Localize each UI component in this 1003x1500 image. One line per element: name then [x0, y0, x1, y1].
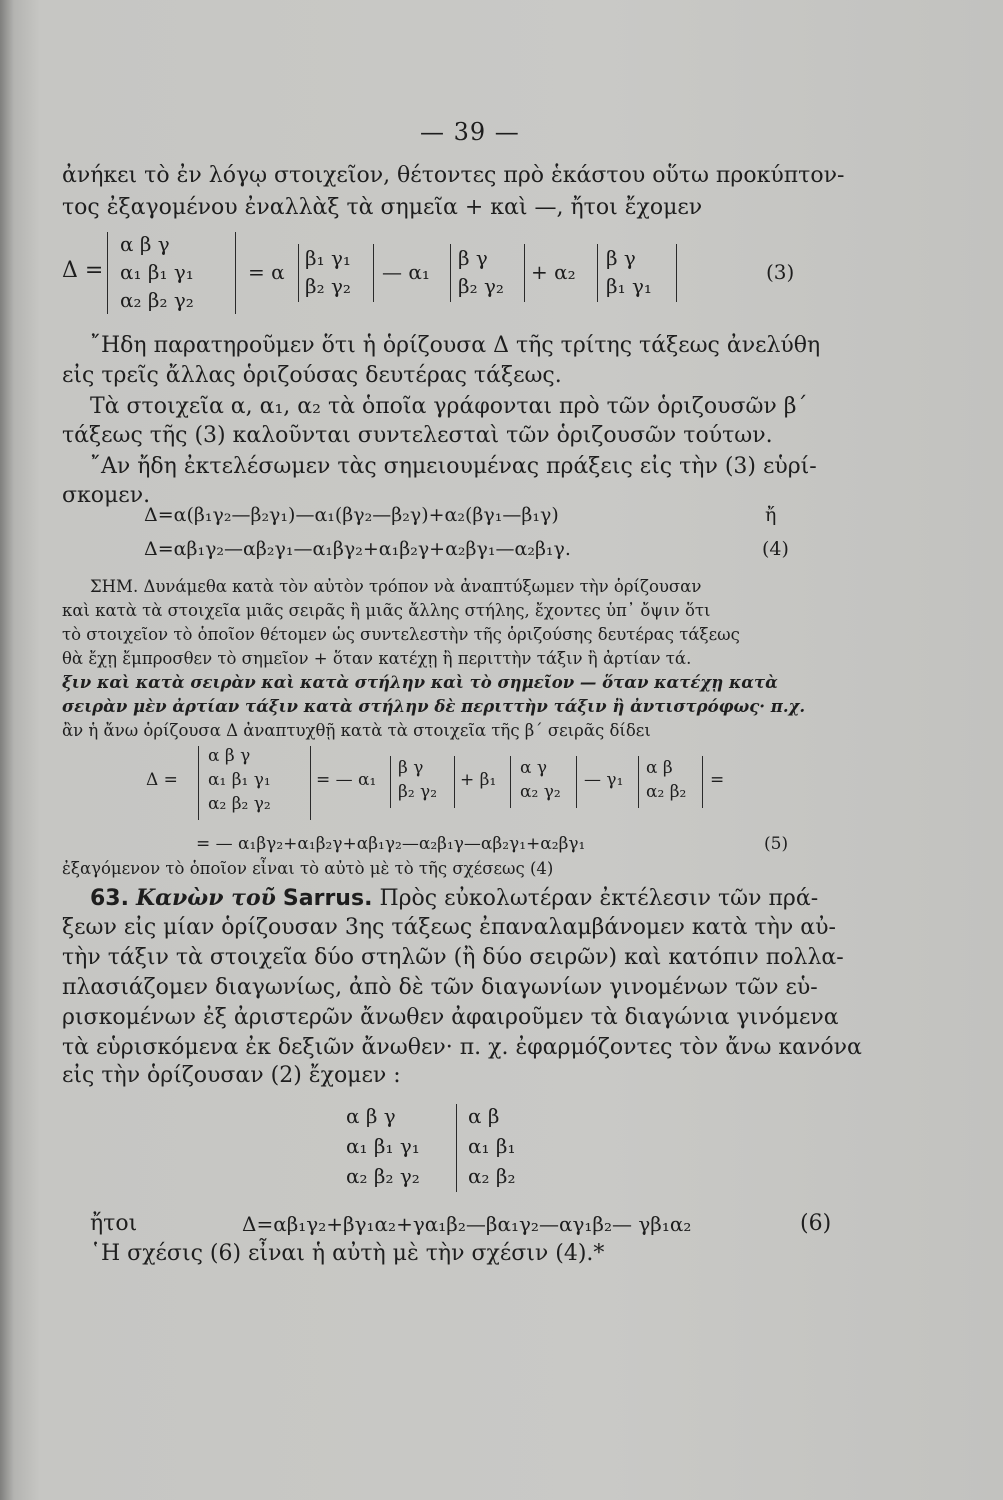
- eq5-minor-2-bar-left: [510, 756, 511, 808]
- section-63-line-4: πλασιάζομεν διαγωνίως, ἀπὸ δὲ τῶν διαγωνίων γινομένων τῶν εὑ-: [62, 975, 818, 1000]
- eq5-minor-3-row-2: α₂ β₂: [646, 782, 687, 802]
- equation-4-line-2: Δ=αβ₁γ₂—αβ₂γ₁—α₁βγ₂+α₁β₂γ+α₂βγ₁—α₂β₁γ.: [144, 538, 571, 560]
- para-2-line-2: τάξεως τῆς (3) καλοῦνται συντελεσταὶ τῶν ὁριζουσῶν τούτων.: [62, 423, 773, 448]
- equation-6-label: (6): [800, 1211, 832, 1236]
- section-63-heading: [90, 884, 818, 913]
- equation-3-label: (3): [766, 260, 795, 284]
- intro-line-1: ἀνήκει τὸ ἐν λόγῳ στοιχεῖον, θέτοντες πρὸ ἑκάστου οὕτω προκύπτον-: [62, 163, 845, 188]
- eq5-minor-2-row-1: α γ: [520, 758, 548, 778]
- equation-5: [0, 744, 1003, 824]
- eq5-term-3-coefficient: — γ₁: [584, 770, 624, 790]
- determinant-row-2: α₁ β₁ γ₁: [120, 260, 194, 284]
- section-63-line-1: Πρὸς εὐκολωτέραν ἐκτέλεσιν τῶν πρά-: [379, 886, 819, 911]
- determinant-5-bar-right: [310, 746, 311, 820]
- final-sentence: ῾Η σχέσις (6) εἶναι ἡ αὐτὴ μὲ τὴν σχέσιν (4).*: [90, 1241, 605, 1266]
- determinant-row-3: α₂ β₂ γ₂: [120, 288, 194, 312]
- delta-symbol: Δ =: [62, 258, 104, 283]
- sarrus-scheme: [0, 1100, 1003, 1200]
- section-name: Sarrus.: [282, 886, 373, 911]
- note-line-7: ἂν ἡ ἄνω ὁρίζουσα Δ ἀναπτυχθῇ κατὰ τὰ στοιχεῖα τῆς β΄ σειρᾶς δίδει: [62, 721, 651, 740]
- equation-3: [0, 228, 1003, 318]
- sarrus-right-row-1: α β: [468, 1104, 500, 1128]
- minor-1-bar-left: [298, 244, 299, 302]
- para-1-line-2: εἰς τρεῖς ἄλλας ὁριζούσας δευτέρας τάξεως.: [62, 363, 562, 388]
- equation-4-line-1: Δ=α(β₁γ₂—β₂γ₁)—α₁(βγ₂—β₂γ)+α₂(βγ₁—β₁γ): [144, 504, 559, 526]
- eq5-minor-3-row-1: α β: [646, 758, 673, 778]
- para-3-line-2: σκομεν.: [62, 483, 151, 508]
- term-3-coefficient: + α₂: [531, 260, 576, 284]
- page-number: — 39 —: [420, 118, 520, 146]
- eq5-minor-1-bar-left: [390, 756, 391, 808]
- sarrus-left-row-1: α β γ: [346, 1104, 396, 1128]
- minor-1-row-2: β₂ γ₂: [305, 274, 351, 298]
- sarrus-left-row-2: α₁ β₁ γ₁: [346, 1134, 420, 1158]
- determinant-row-1: α β γ: [120, 232, 170, 256]
- delta-symbol-5: Δ =: [146, 770, 178, 790]
- section-title: Κανὼν τοῦ: [135, 885, 276, 911]
- note-line-2: καὶ κατὰ τὰ στοιχεῖα μιᾶς σειρᾶς ἢ μιᾶς ἄλλης στήλης, ἔχοντες ὑπ᾽ ὄψιν ὅτι: [62, 601, 711, 620]
- equation-5-line-2: = — α₁βγ₂+α₁β₂γ+αβ₁γ₂—α₂β₁γ—αβ₂γ₁+α₂βγ₁: [196, 834, 586, 854]
- intro-line-2: τος ἐξαγομένου ἐναλλὰξ τὰ σημεῖα + καὶ —, ἤτοι ἔχομεν: [62, 195, 703, 220]
- minor-2-row-2: β₂ γ₂: [458, 274, 504, 298]
- section-63-line-2: ξεων εἰς μίαν ὁρίζουσαν 3ης τάξεως ἐπαναλαμβάνομεν κατὰ τὴν αὐ-: [62, 915, 836, 940]
- minor-3-row-2: β₁ γ₁: [606, 274, 652, 298]
- eq5-term-2-coefficient: + β₁: [460, 770, 497, 790]
- section-number: 63.: [90, 886, 129, 911]
- minor-2-row-1: β γ: [458, 246, 488, 270]
- determinant-bar-left: [107, 232, 108, 314]
- sarrus-left-row-3: α₂ β₂ γ₂: [346, 1164, 420, 1188]
- minor-1-row-1: β₁ γ₁: [305, 246, 351, 270]
- determinant-bar-right: [235, 232, 236, 314]
- section-63-line-6: τὰ εὑρισκόμενα ἐκ δεξιῶν ἄνωθεν· π. χ. ἐφαρμόζοντες τὸν ἄνω κανόνα: [62, 1035, 862, 1060]
- sarrus-right-row-2: α₁ β₁: [468, 1134, 516, 1158]
- minor-2-bar-right: [524, 244, 525, 302]
- sarrus-right-row-3: α₂ β₂: [468, 1164, 516, 1188]
- eq5-minor-1-bar-right: [454, 756, 455, 808]
- equation-6-formula: Δ=αβ₁γ₂+βγ₁α₂+γα₁β₂—βα₁γ₂—αγ₁β₂— γβ₁α₂: [242, 1212, 692, 1236]
- equation-5-after: ἐξαγόμενον τὸ ὁποῖον εἶναι τὸ αὐτὸ μὲ τὸ τῆς σχέσεως (4): [62, 859, 554, 878]
- term-2-coefficient: — α₁: [382, 260, 430, 284]
- note-line-4: θὰ ἔχῃ ἔμπροσθεν τὸ σημεῖον + ὅταν κατέχῃ ἢ περιττὴν τάξιν ἢ ἀρτίαν τά.: [62, 649, 692, 668]
- sarrus-divider: [456, 1104, 457, 1192]
- minor-3-bar-left: [597, 244, 598, 302]
- equation-4-label: (4): [762, 538, 789, 560]
- equation-6-prefix: ἤτοι: [90, 1211, 138, 1236]
- equation-4-or: ἤ: [765, 504, 777, 526]
- eq5-minor-2-row-2: α₂ γ₂: [520, 782, 561, 802]
- term-1-coefficient: = α: [248, 260, 285, 284]
- equation-5-label: (5): [764, 834, 789, 854]
- eq5-term-1-coefficient: = — α₁: [316, 770, 377, 790]
- para-2-line-1: Τὰ στοιχεῖα α, α₁, α₂ τὰ ὁποῖα γράφονται πρὸ τῶν ὁριζουσῶν β΄: [90, 394, 808, 419]
- note-line-5: ξιν καὶ κατὰ σειρὰν καὶ κατὰ στήλην καὶ τὸ σημεῖον — ὅταν κατέχῃ κατὰ: [62, 673, 778, 692]
- determinant-5-row-1: α β γ: [208, 746, 251, 766]
- determinant-5-row-2: α₁ β₁ γ₁: [208, 770, 271, 790]
- eq5-minor-3-bar-left: [638, 756, 639, 808]
- determinant-5-row-3: α₂ β₂ γ₂: [208, 794, 271, 814]
- minor-2-bar-left: [450, 244, 451, 302]
- eq5-minor-1-row-2: β₂ γ₂: [398, 782, 438, 802]
- eq5-equals: =: [710, 770, 725, 790]
- eq5-minor-3-bar-right: [702, 756, 703, 808]
- note-line-6: σειρὰν μὲν ἀρτίαν τάξιν κατὰ στήλην δὲ περιττὴν τάξιν ἢ ἀντιστρόφως· π.χ.: [62, 697, 806, 716]
- note-line-1: ΣΗΜ. Δυνάμεθα κατὰ τὸν αὐτὸν τρόπον νὰ ἀναπτύξωμεν τὴν ὁρίζουσαν: [90, 577, 702, 596]
- minor-1-bar-right: [373, 244, 374, 302]
- para-3-line-1: ῎Αν ἤδη ἐκτελέσωμεν τὰς σημειουμένας πράξεις εἰς τὴν (3) εὑρί-: [90, 454, 817, 479]
- section-63-line-3: τὴν τάξιν τὰ στοιχεῖα δύο στηλῶν (ἢ δύο σειρῶν) καὶ κατόπιν πολλα-: [62, 945, 844, 970]
- note-line-3: τὸ στοιχεῖον τὸ ὁποῖον θέτομεν ὡς συντελεστὴν τῆς ὁριζούσης δευτέρας τάξεως: [62, 625, 740, 644]
- section-63-line-5: ρισκομένων ἐξ ἀριστερῶν ἄνωθεν ἀφαιροῦμεν τὰ διαγώνια γινόμενα: [62, 1005, 839, 1030]
- para-1-line-1: ῎Ηδη παρατηροῦμεν ὅτι ἡ ὁρίζουσα Δ τῆς τρίτης τάξεως ἀνελύθη: [90, 333, 821, 358]
- minor-3-bar-right: [676, 244, 677, 302]
- section-63-line-7: εἰς τὴν ὁρίζουσαν (2) ἔχομεν :: [62, 1063, 401, 1088]
- eq5-minor-1-row-1: β γ: [398, 758, 424, 778]
- minor-3-row-1: β γ: [606, 246, 636, 270]
- determinant-5-bar-left: [198, 746, 199, 820]
- eq5-minor-2-bar-right: [576, 756, 577, 808]
